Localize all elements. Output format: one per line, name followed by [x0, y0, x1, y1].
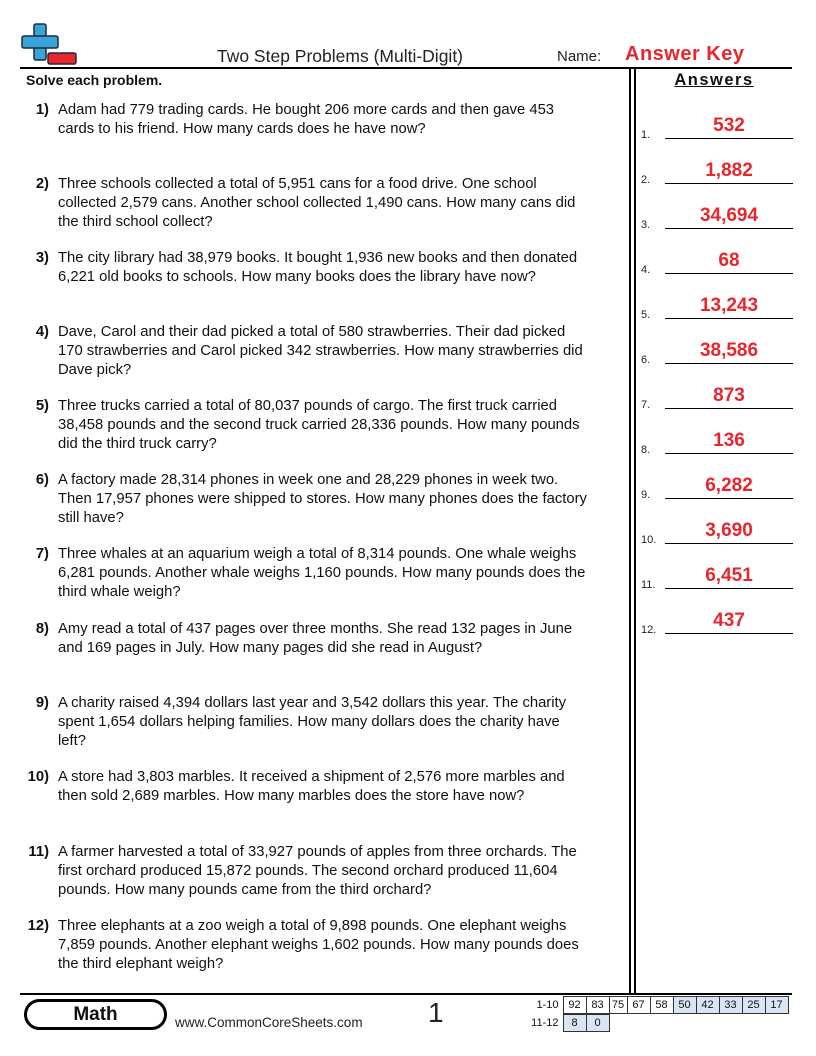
problem-text [58, 917, 632, 974]
problem-line: A farmer harvested a total of 33,927 pounds of apples from three orchards. The [58, 844, 577, 860]
answer-number: 6. [641, 354, 651, 366]
answer-row [641, 199, 793, 229]
answer-number: 7. [641, 399, 651, 411]
website-link[interactable]: www.CommonCoreSheets.com [175, 1015, 363, 1030]
answer-row [641, 379, 793, 409]
problem-item [20, 768, 632, 806]
problem-line: still have? [58, 510, 124, 526]
problem-text [58, 323, 632, 380]
problem-line: 7,859 pounds. Another elephant weighs 1,602 pounds. How many pounds does [58, 937, 579, 953]
problem-line: 170 strawberries and Carol picked 342 strawberries. How many strawberries did [58, 343, 583, 359]
problem-number: 6) [35, 472, 49, 488]
score-cell: 75 [609, 997, 627, 1014]
problem-line: Three trucks carried a total of 80,037 pounds of cargo. The first truck carried [58, 398, 557, 414]
problem-line: Dave pick? [58, 362, 132, 378]
page-number: 1 [428, 997, 444, 1028]
score-cell: 83 [586, 997, 609, 1014]
problem-line: Three whales at an aquarium weigh a total of 8,314 pounds. One whale weighs [58, 546, 577, 562]
problem-line: and 169 pages in July. How many pages did she read in August? [58, 640, 483, 656]
answer-row [641, 154, 793, 184]
problem-text [58, 175, 632, 232]
answer-row [641, 559, 793, 589]
problem-text [58, 694, 632, 751]
plus-minus-logo-icon [20, 22, 78, 68]
worksheet-title: Two Step Problems (Multi-Digit) [216, 46, 464, 66]
answer-value: 1,882 [705, 160, 753, 181]
answer-number: 9. [641, 489, 651, 501]
problem-number: 3) [35, 250, 49, 266]
answer-line [665, 273, 793, 274]
problem-number: 10) [27, 769, 49, 785]
answer-value: 6,451 [705, 565, 753, 586]
problem-text [58, 620, 632, 658]
answer-line [665, 228, 793, 229]
score-table [525, 996, 789, 1014]
instructions: Solve each problem. [26, 72, 163, 88]
problem-line: third whale weigh? [58, 584, 181, 600]
score-cell: 67 [627, 997, 650, 1014]
answers-heading: Answers [674, 71, 754, 89]
column-divider [634, 67, 636, 993]
answer-line [665, 138, 793, 139]
score-cell: 42 [696, 997, 719, 1014]
problem-line: A factory made 28,314 phones in week one and 28,229 phones in week two. [58, 472, 559, 488]
problem-item [20, 471, 632, 528]
problem-item [20, 101, 632, 139]
problem-line: Adam had 779 trading cards. He bought 206 more cards and then gave 453 [58, 102, 555, 118]
problem-item [20, 397, 632, 454]
score-row-label: 1-10 [536, 999, 559, 1011]
answer-value: 136 [713, 430, 745, 451]
answer-line [665, 183, 793, 184]
footer-rule [20, 993, 792, 995]
answer-value: 3,690 [705, 520, 753, 541]
problem-line: 38,458 pounds and the second truck carried 28,336 pounds. How many pounds [58, 417, 580, 433]
problem-number: 11) [28, 844, 49, 860]
problem-line: left? [58, 733, 86, 749]
problem-line: first orchard produced 15,872 pounds. The second orchard produced 11,604 [58, 863, 558, 879]
score-cell: 58 [650, 997, 673, 1014]
problem-item [20, 175, 632, 232]
problem-item [20, 917, 632, 974]
problem-line: did the third truck carry? [58, 436, 217, 452]
score-cell: 50 [673, 997, 696, 1014]
problem-item [20, 694, 632, 751]
answer-number: 8. [641, 444, 651, 456]
score-cell: 17 [765, 997, 788, 1014]
answer-line [665, 453, 793, 454]
answer-number: 4. [641, 264, 651, 276]
score-cell: 33 [719, 997, 742, 1014]
answer-line [665, 408, 793, 409]
answer-line [665, 588, 793, 589]
problem-number: 9) [35, 695, 49, 711]
answer-value: 532 [713, 115, 745, 136]
answer-value: 34,694 [699, 205, 759, 226]
answer-line [665, 498, 793, 499]
subject-badge: Math [24, 999, 167, 1030]
problem-text [58, 101, 632, 139]
problem-number: 5) [35, 398, 49, 414]
header-rule [20, 67, 792, 69]
problem-item [20, 323, 632, 380]
answer-row [641, 424, 793, 454]
answer-row [641, 469, 793, 499]
problem-item [20, 249, 632, 287]
problem-item [20, 545, 632, 602]
answer-value: 873 [713, 385, 745, 406]
score-table [525, 1014, 610, 1032]
problem-line: The city library had 38,979 books. It bought 1,936 new books and then donated [58, 250, 578, 266]
problem-line: A store had 3,803 marbles. It received a shipment of 2,576 more marbles and [58, 769, 565, 785]
answer-row [641, 334, 793, 364]
problem-line: spent 1,654 dollars helping families. How many dollars does the charity have [58, 714, 560, 730]
problem-number: 4) [35, 324, 49, 340]
answer-row [641, 109, 793, 139]
problem-line: then sold 2,689 marbles. How many marbles does the store have now? [58, 788, 525, 804]
answer-number: 12. [641, 624, 657, 636]
score-cell: 8 [563, 1015, 586, 1032]
problem-number: 12) [27, 918, 49, 934]
problem-line: Three elephants at a zoo weigh a total of 9,898 pounds. One elephant weighs [58, 918, 567, 934]
problem-line: Amy read a total of 437 pages over three months. She read 132 pages in June [58, 621, 573, 637]
problem-line: the third elephant weigh? [58, 956, 224, 972]
problem-number: 8) [35, 621, 49, 637]
answer-value: 38,586 [699, 340, 759, 361]
problem-text [58, 397, 632, 454]
answer-number: 3. [641, 219, 651, 231]
problem-text [58, 471, 632, 528]
answer-line [665, 318, 793, 319]
score-cell: 92 [563, 997, 586, 1014]
score-cell: 0 [586, 1015, 609, 1032]
answer-value: 6,282 [705, 475, 753, 496]
answer-number: 2. [641, 174, 651, 186]
answer-row [641, 604, 793, 634]
score-cell: 25 [742, 997, 765, 1014]
answer-number: 1. [641, 129, 651, 141]
answer-value: 437 [713, 610, 745, 631]
answer-value: 13,243 [699, 295, 759, 316]
problem-number: 2) [35, 176, 49, 192]
problem-line: collected 2,579 cans. Another school collected 1,490 cans. How many cans did [58, 195, 576, 211]
name-label: Name: [557, 48, 602, 65]
problem-number: 1) [35, 102, 49, 118]
problem-line: 6,221 old books to schools. How many books does the library have now? [58, 269, 536, 285]
problem-line: cards to his friend. How many cards does he have now? [58, 121, 426, 137]
answer-number: 11. [641, 579, 656, 591]
problem-line: 6,281 pounds. Another whale weighs 1,160 pounds. How many pounds does the [58, 565, 586, 581]
answer-line [665, 633, 793, 634]
problem-line: the third school collect? [58, 214, 213, 230]
answer-row [641, 289, 793, 319]
answer-row [641, 244, 793, 274]
problem-text [58, 249, 632, 287]
problem-item [20, 843, 632, 900]
problem-text [58, 768, 632, 806]
problem-line: Dave, Carol and their dad picked a total of 580 strawberries. Their dad picked [58, 324, 566, 340]
problem-line: A charity raised 4,394 dollars last year and 3,542 dollars this year. The charity [58, 695, 567, 711]
answer-line [665, 363, 793, 364]
answer-value: 68 [718, 250, 740, 271]
answer-line [665, 543, 793, 544]
problem-text [58, 843, 632, 900]
answer-row [641, 514, 793, 544]
score-row-label: 11-12 [531, 1017, 559, 1029]
answer-key-label: Answer Key [625, 43, 745, 65]
problem-number: 7) [35, 546, 49, 562]
problem-line: pounds. How many pounds came from the third orchard? [58, 882, 432, 898]
problem-item [20, 620, 632, 658]
problem-line: Then 17,957 phones were shipped to stores. How many phones does the factory [58, 491, 587, 507]
answer-number: 5. [641, 309, 651, 321]
answer-number: 10. [641, 534, 657, 546]
problem-text [58, 545, 632, 602]
problem-line: Three schools collected a total of 5,951 cans for a food drive. One school [58, 176, 537, 192]
